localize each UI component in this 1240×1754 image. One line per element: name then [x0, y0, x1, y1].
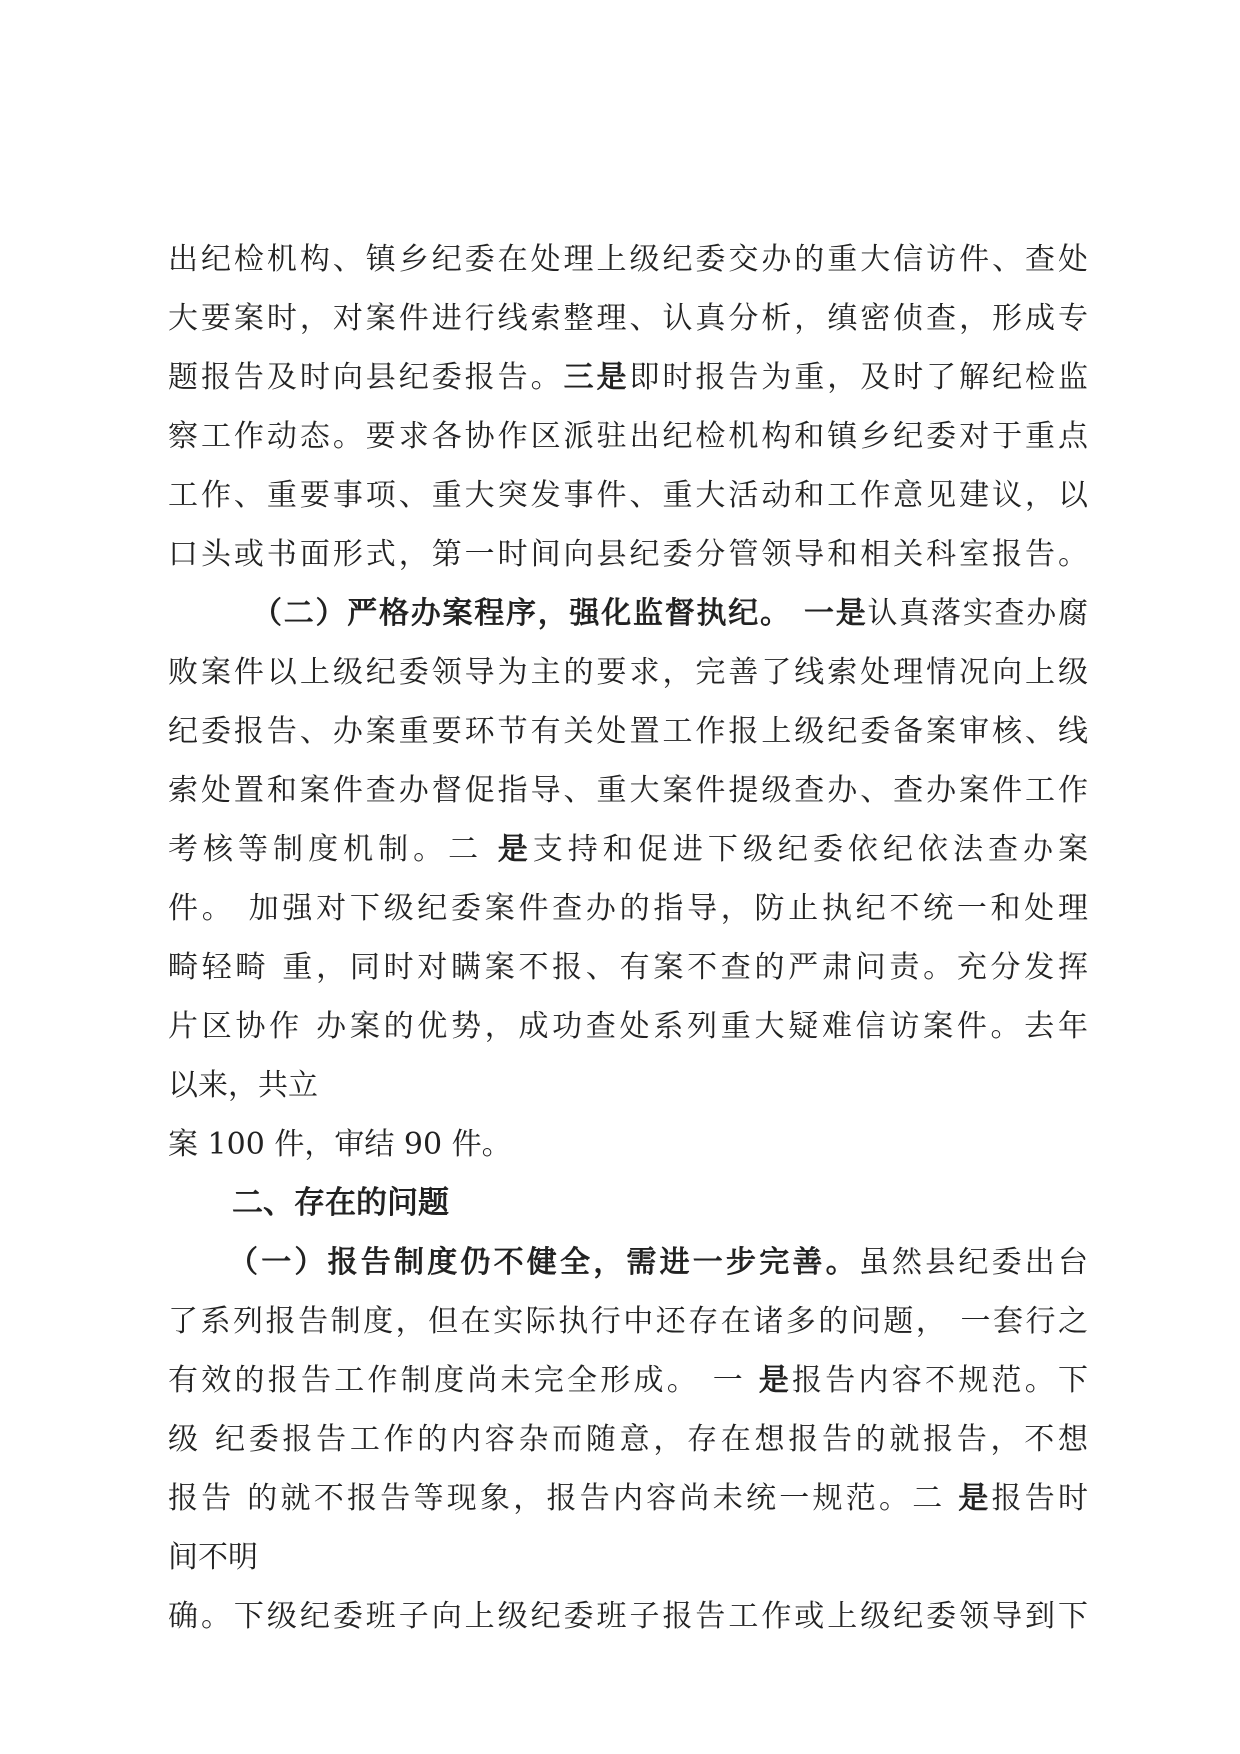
text-run: 察工作动态。要求各协作区派驻出纪检机构和镇乡纪委对于重点 [168, 419, 1088, 454]
text-run: 有效的报告工作制度尚未完全形成。 一 [168, 1363, 759, 1398]
document-body [168, 230, 1088, 1646]
text-run: 败案件以上级纪委领导为主的要求，完善了线索处理情况向上级 [168, 655, 1088, 690]
text-line [168, 1587, 1088, 1646]
text-run: 考核等制度机制。二 [168, 832, 498, 867]
bold-text-run: 三是 [563, 360, 630, 395]
text-line [168, 466, 1088, 525]
text-line [168, 938, 1088, 997]
text-line [168, 761, 1088, 820]
text-line [168, 1292, 1088, 1351]
bold-text-run: 是 [497, 832, 533, 867]
text-run: 索处置和案件查办督促指导、重大案件提级查办、查办案件工作 [168, 773, 1088, 808]
text-line [168, 289, 1088, 348]
text-line [168, 820, 1088, 879]
text-line [168, 1115, 1088, 1174]
section-heading [168, 1174, 1088, 1233]
text-line [168, 230, 1088, 289]
text-run: 级 纪委报告工作的内容杂而随意，存在想报告的就报告，不想 [168, 1422, 1088, 1457]
text-run: 口头或书面形式，第一时间向县纪委分管领导和相关科室报告。 [168, 537, 1088, 572]
text-line [168, 1410, 1088, 1469]
bold-text-run: （一）报告制度仍不健全，需进一步完善。 [228, 1245, 859, 1280]
text-line [168, 407, 1088, 466]
text-run: 题报告及时向县纪委报告。 [168, 360, 564, 395]
text-line [168, 1469, 1088, 1528]
text-line [168, 997, 1088, 1056]
text-run: 纪委报告、办案重要环节有关处置工作报上级纪委备案审核、线 [168, 714, 1088, 749]
text-line [168, 1056, 1088, 1115]
text-run: 报告时 [991, 1481, 1088, 1516]
text-run: 报告 的就不报告等现象，报告内容尚未统一规范。二 [168, 1481, 959, 1516]
text-run: 即时报告为重，及时了解纪检监 [629, 360, 1088, 395]
text-run: 虽然县纪委出台 [858, 1245, 1088, 1280]
text-run: 片区协作 办案的优势，成功查处系列重大疑难信访案件。去年 [168, 1009, 1088, 1044]
text-run: 确。下级纪委班子向上级纪委班子报告工作或上级纪委领导到下 [168, 1599, 1088, 1634]
text-line [168, 1528, 1088, 1587]
text-run: 了系列报告制度，但在实际执行中还存在诸多的问题， 一套行之 [168, 1304, 1088, 1339]
text-run: 大要案时，对案件进行线索整理、认真分析，缜密侦查，形成专 [168, 301, 1088, 336]
text-run: 以来，共立 [168, 1068, 318, 1103]
text-line [168, 702, 1088, 761]
bold-text-run: 是 [958, 1481, 992, 1516]
text-run: 案 100 件，审结 90 件。 [168, 1127, 512, 1162]
text-run: 件。 加强对下级纪委案件查办的指导，防止执纪不统一和处理 [168, 891, 1088, 926]
text-line [168, 348, 1088, 407]
subsection-heading-line [168, 584, 1088, 643]
text-run: 间不明 [168, 1540, 258, 1575]
text-run: 报告内容不规范。下 [792, 1363, 1088, 1398]
text-line [168, 879, 1088, 938]
text-run: 认真落实查办腐 [867, 596, 1088, 631]
text-line [168, 525, 1088, 584]
text-run: 畸轻畸 重，同时对瞒案不报、有案不查的严肃问责。充分发挥 [168, 950, 1088, 985]
text-run: 工作、重要事项、重大突发事件、重大活动和工作意见建议，以 [168, 478, 1088, 513]
text-line [168, 643, 1088, 702]
text-line [168, 1351, 1088, 1410]
text-run: 二、存在的问题 [232, 1185, 449, 1221]
text-run: 出纪检机构、镇乡纪委在处理上级纪委交办的重大信访件、查处 [168, 242, 1088, 277]
subsection-heading-line [168, 1233, 1088, 1292]
bold-text-run: （二）严格办案程序，强化监督执纪。 一是 [252, 596, 868, 631]
bold-text-run: 是 [758, 1363, 793, 1398]
text-run: 支持和促进下级纪委依纪依法查办案 [532, 832, 1088, 867]
